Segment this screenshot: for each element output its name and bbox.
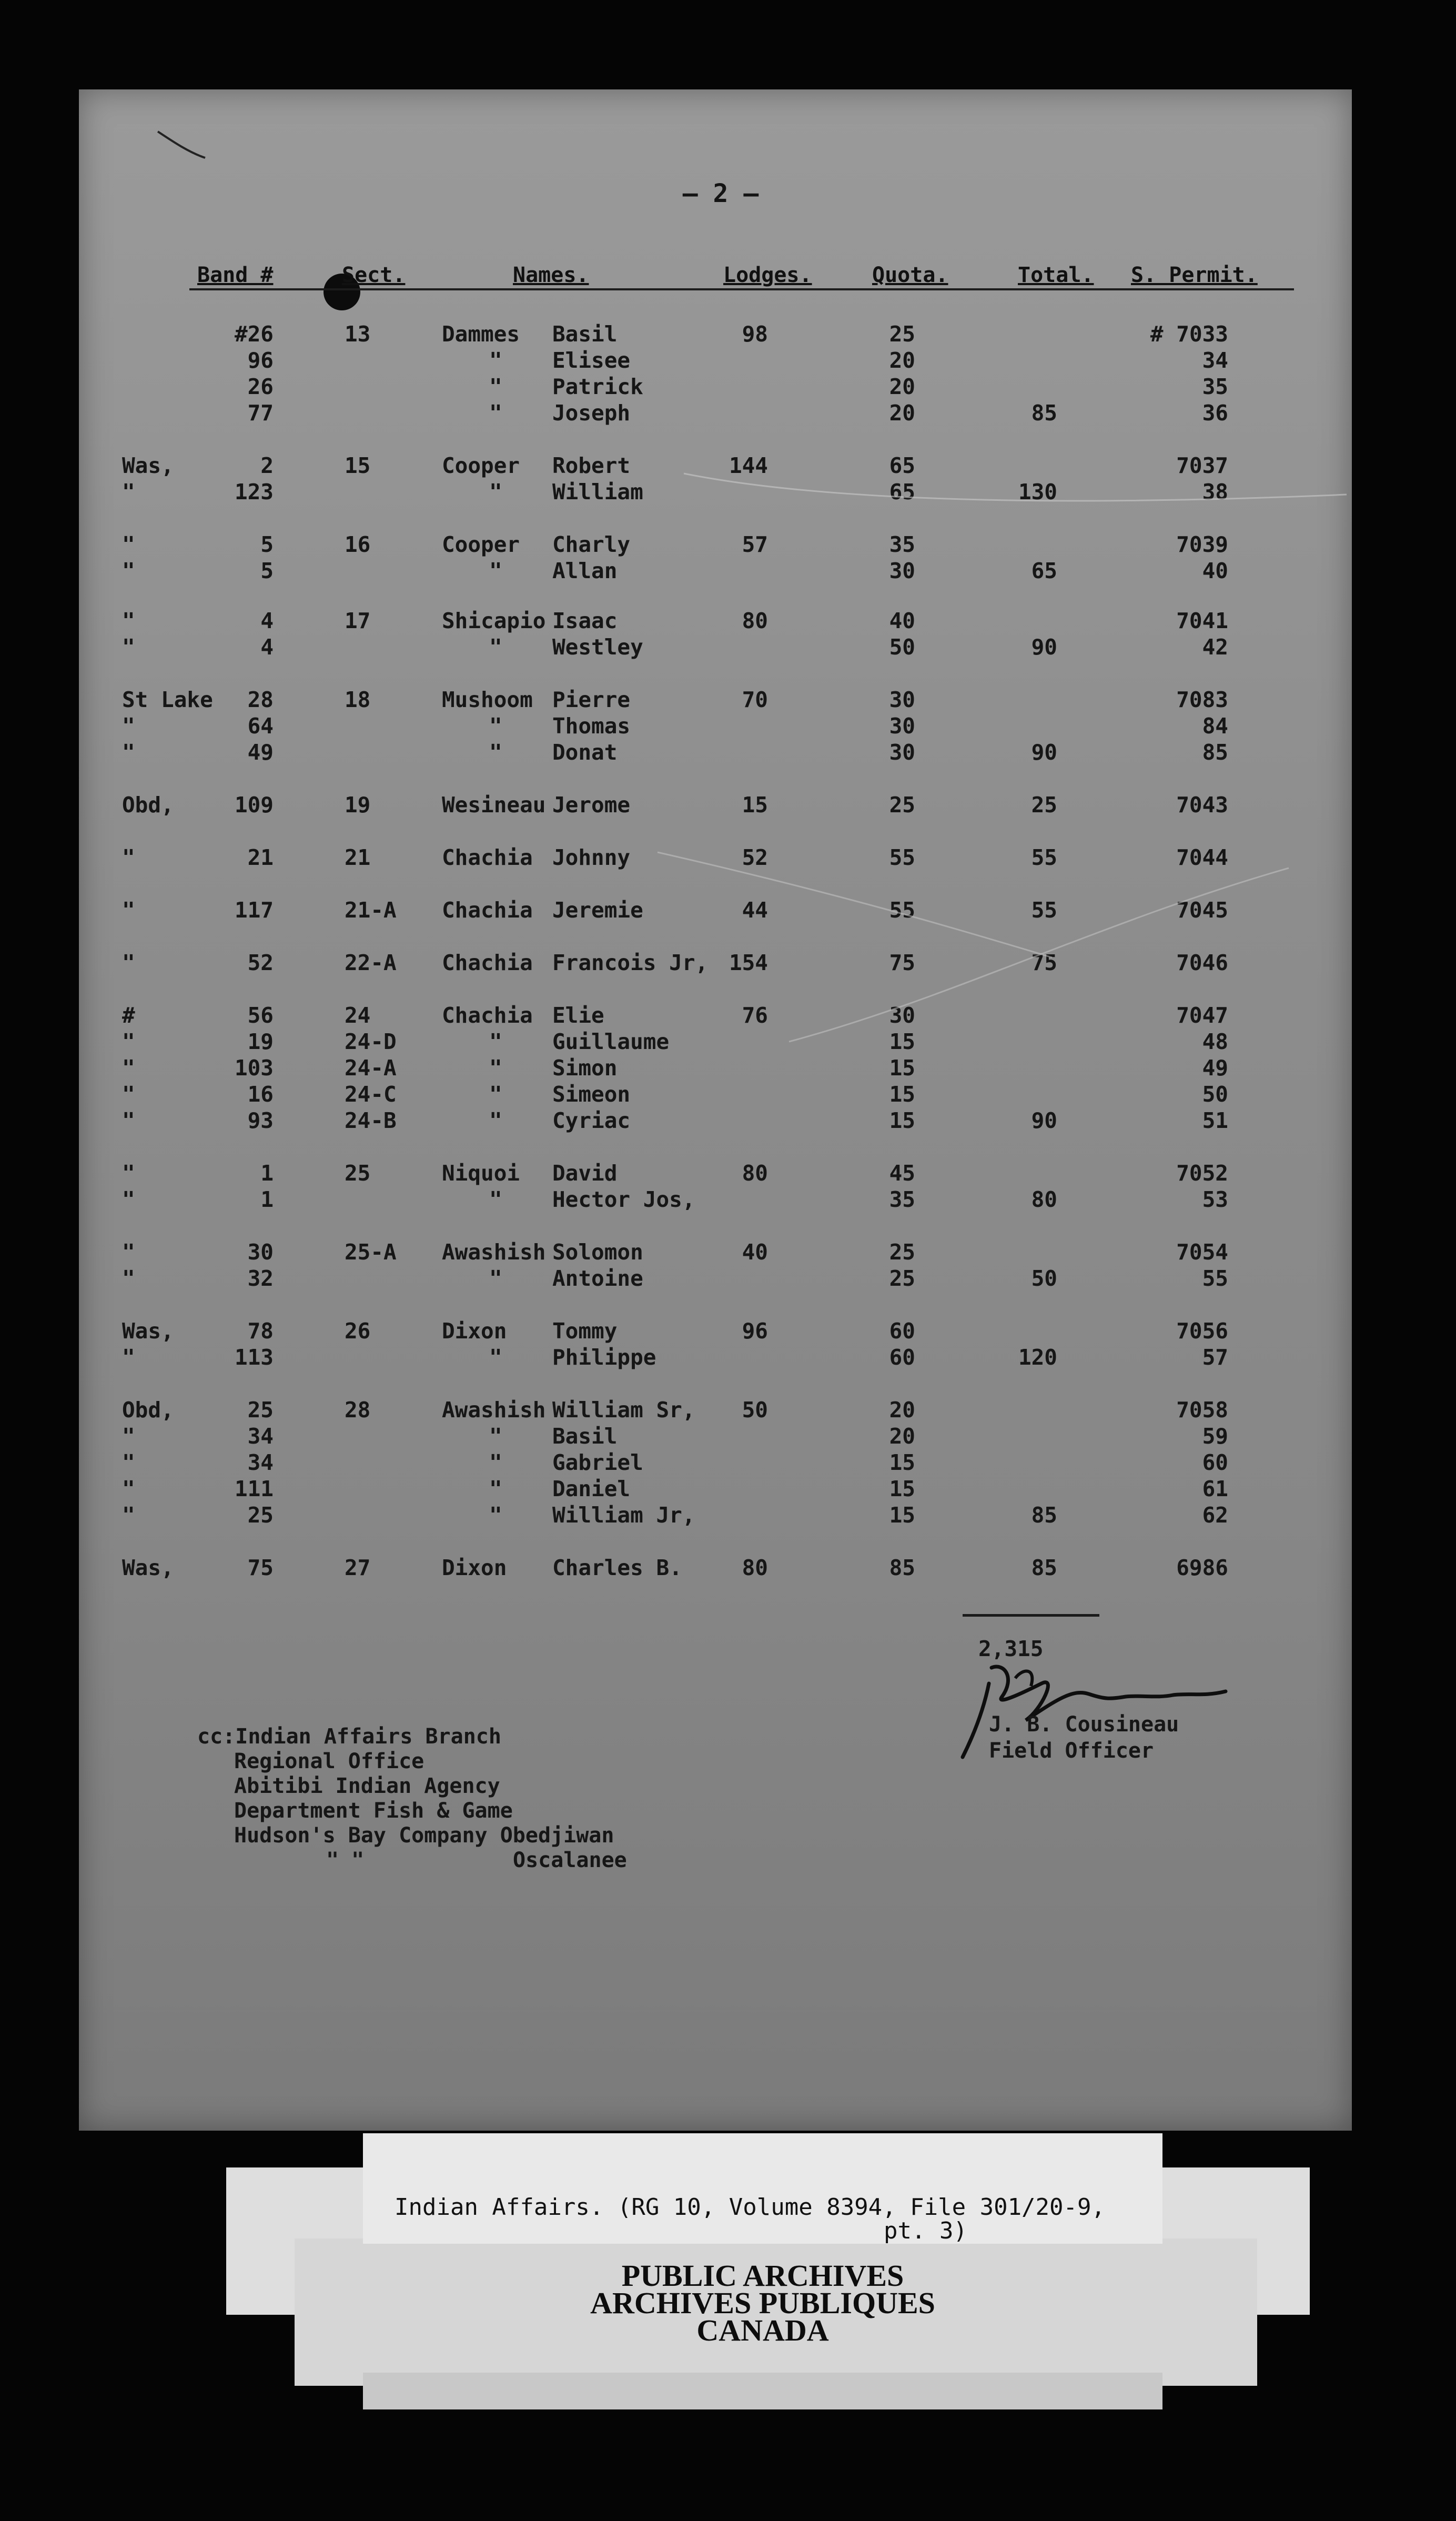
cell-sect: 24-C [345,1082,397,1107]
cell-quota: 60 [889,1318,915,1344]
cell-given: Elisee [552,348,631,373]
cell-given: Jeremie [552,898,643,923]
cell-prefix: " [122,1450,135,1475]
cell-quota: 20 [889,1397,915,1423]
cell-prefix: " [122,1082,135,1107]
cell-quota: 75 [889,950,915,975]
cell-band: 52 [247,950,274,975]
cell-band: 26 [247,374,274,399]
cell-lodges: 154 [729,950,768,975]
cell-permit: 7056 [1176,1318,1228,1344]
cell-surname: " [489,740,502,765]
cell-surname: Niquoi [442,1161,520,1186]
header-sect: Sect. [342,263,406,287]
cell-band: 25 [247,1502,274,1528]
cell-permit: 38 [1202,479,1228,505]
cell-surname: Dixon [442,1318,507,1344]
cell-sect: 21 [345,845,371,870]
cell-given: William Sr, [552,1397,695,1423]
cell-prefix: " [122,1266,135,1291]
cell-permit: 57 [1202,1345,1228,1370]
archive-reference-line1: Indian Affairs. (RG 10, Volume 8394, File 301/20-9, [395,2194,1106,2221]
cell-surname: Chachia [442,1003,533,1028]
cell-quota: 55 [889,845,915,870]
cell-given: Simon [552,1055,618,1081]
cc-line: cc:Indian Affairs Branch [197,1725,501,1749]
cell-band: 56 [247,1003,274,1028]
stamp-line: PUBLIC ARCHIVES [621,2258,904,2293]
cell-surname: " [489,400,502,426]
cell-quota: 15 [889,1108,915,1133]
cell-permit: 84 [1202,713,1228,739]
cell-lodges: 70 [742,687,768,712]
cell-quota: 30 [889,1003,915,1028]
cell-given: Joseph [552,400,631,426]
cell-sect: 27 [345,1555,371,1580]
cell-quota: 30 [889,687,915,712]
cell-surname: Dixon [442,1555,507,1580]
cell-surname: " [489,1476,502,1501]
header-permit: S. Permit. [1131,263,1258,287]
cell-quota: 35 [889,1187,915,1212]
cell-lodges: 50 [742,1397,768,1423]
cell-total: 65 [1031,558,1057,583]
cell-quota: 15 [889,1502,915,1528]
cell-prefix: " [122,1345,135,1370]
cell-total: 85 [1031,1555,1057,1580]
cell-quota: 50 [889,634,915,660]
cell-permit: 42 [1202,634,1228,660]
cell-band: 5 [260,558,274,583]
cell-given: William Jr, [552,1502,695,1528]
cell-total: 130 [1018,479,1057,505]
cell-sect: 15 [345,453,371,478]
cell-quota: 25 [889,321,915,347]
cell-quota: 85 [889,1555,915,1580]
cell-permit: # 7033 [1150,321,1228,347]
cell-quota: 20 [889,1424,915,1449]
archives-stamp [526,2258,999,2347]
cell-band: 16 [247,1082,274,1107]
cell-given: Simeon [552,1082,631,1107]
cell-quota: 40 [889,608,915,633]
cell-sect: 22-A [345,950,397,975]
cell-permit: 50 [1202,1082,1228,1107]
cell-quota: 45 [889,1161,915,1186]
cell-band: 77 [247,400,274,426]
cell-total: 55 [1031,898,1057,923]
cell-quota: 30 [889,713,915,739]
cell-given: Basil [552,1424,618,1449]
cell-lodges: 144 [729,453,768,478]
cell-permit: 51 [1202,1108,1228,1133]
cell-given: Elie [552,1003,604,1028]
cell-surname: Awashish [442,1397,546,1423]
cell-band: 117 [234,898,274,923]
cell-given: Guillaume [552,1029,670,1054]
cell-surname: " [489,558,502,583]
archive-reference-label [363,2133,1162,2244]
signer-title: Field Officer [989,1739,1154,1763]
cell-permit: 7037 [1176,453,1228,478]
cell-surname: Wesineau [442,792,546,818]
cell-band: 78 [247,1318,274,1344]
cell-prefix: St Lake [122,687,213,712]
cell-sect: 24-B [345,1108,397,1133]
cell-prefix: " [122,634,135,660]
cell-given: Basil [552,321,618,347]
archive-base-strip [363,2373,1162,2409]
cell-sect: 24 [345,1003,371,1028]
cell-prefix: # [122,1003,135,1028]
header-names: Names. [513,263,589,287]
cell-given: William [552,479,643,505]
cell-band: 113 [234,1345,274,1370]
cell-quota: 25 [889,792,915,818]
cell-surname: " [489,1108,502,1133]
cell-sect: 17 [345,608,371,633]
cell-quota: 55 [889,898,915,923]
cell-sect: 26 [345,1318,371,1344]
cell-prefix: " [122,713,135,739]
cell-sect: 16 [345,532,371,557]
cell-given: Pierre [552,687,631,712]
cell-given: David [552,1161,618,1186]
cell-lodges: 15 [742,792,768,818]
cell-quota: 20 [889,348,915,373]
cell-permit: 60 [1202,1450,1228,1475]
cell-band: 1 [260,1161,274,1186]
cell-quota: 30 [889,558,915,583]
cell-prefix: " [122,845,135,870]
cell-surname: " [489,374,502,399]
cell-total: 90 [1031,634,1057,660]
cell-band: 4 [260,608,274,633]
cell-prefix: Was, [122,1318,174,1344]
cell-prefix: " [122,1055,135,1081]
cell-quota: 15 [889,1082,915,1107]
cell-permit: 6986 [1176,1555,1228,1580]
cell-prefix: " [122,1476,135,1501]
cell-sect: 21-A [345,898,397,923]
cell-band: 30 [247,1239,274,1265]
cell-given: Jerome [552,792,631,818]
cell-quota: 15 [889,1029,915,1054]
cell-surname: " [489,1055,502,1081]
cell-surname: Cooper [442,532,520,557]
cell-total: 90 [1031,740,1057,765]
cell-permit: 7083 [1176,687,1228,712]
cell-quota: 35 [889,532,915,557]
cell-band: 93 [247,1108,274,1133]
cell-band: 34 [247,1424,274,1449]
header-band: Band # [197,263,274,287]
cell-sect: 13 [345,321,371,347]
cell-quota: 25 [889,1239,915,1265]
cell-permit: 7052 [1176,1161,1228,1186]
cell-total: 55 [1031,845,1057,870]
cell-band: 28 [247,687,274,712]
stamp-line: CANADA [696,2313,829,2347]
cell-total: 80 [1031,1187,1057,1212]
cell-permit: 61 [1202,1476,1228,1501]
cell-permit: 7046 [1176,950,1228,975]
cell-band: 75 [247,1555,274,1580]
cell-surname: " [489,1424,502,1449]
cell-given: Daniel [552,1476,631,1501]
cell-given: Francois Jr, [552,950,709,975]
cell-surname: Chachia [442,845,533,870]
cell-band: 5 [260,532,274,557]
cell-prefix: Was, [122,453,174,478]
cell-sect: 18 [345,687,371,712]
cell-band: #26 [234,321,274,347]
cell-quota: 20 [889,400,915,426]
cell-sect: 24-A [345,1055,397,1081]
cell-surname: Dammes [442,321,520,347]
cell-prefix: " [122,532,135,557]
cell-given: Donat [552,740,618,765]
cell-total: 120 [1018,1345,1057,1370]
cell-quota: 15 [889,1450,915,1475]
cell-band: 21 [247,845,274,870]
cell-given: Tommy [552,1318,618,1344]
cell-given: Thomas [552,713,631,739]
cell-given: Westley [552,634,643,660]
cell-band: 32 [247,1266,274,1291]
cell-total: 85 [1031,1502,1057,1528]
cell-permit: 7039 [1176,532,1228,557]
cell-permit: 7045 [1176,898,1228,923]
cell-given: Patrick [552,374,643,399]
cell-prefix: " [122,1161,135,1186]
cc-line: Oscalanee [513,1848,627,1872]
cell-sect: 28 [345,1397,371,1423]
cell-prefix: " [122,479,135,505]
cell-permit: 7054 [1176,1239,1228,1265]
cell-sect: 25 [345,1161,371,1186]
cell-surname: " [489,1450,502,1475]
cell-band: 96 [247,348,274,373]
cell-lodges: 57 [742,532,768,557]
cell-prefix: " [122,898,135,923]
cell-permit: 7047 [1176,1003,1228,1028]
archive-reference-line2: pt. 3) [884,2217,967,2244]
header-lodges: Lodges. [723,263,812,287]
cell-permit: 34 [1202,348,1228,373]
cell-given: Charly [552,532,631,557]
cell-total: 90 [1031,1108,1057,1133]
cell-permit: 7058 [1176,1397,1228,1423]
cell-lodges: 96 [742,1318,768,1344]
cell-sect: 25-A [345,1239,397,1265]
cell-permit: 35 [1202,374,1228,399]
cell-permit: 36 [1202,400,1228,426]
cell-prefix: " [122,558,135,583]
cell-given: Antoine [552,1266,643,1291]
cell-given: Gabriel [552,1450,643,1475]
cell-permit: 48 [1202,1029,1228,1054]
cell-prefix: " [122,950,135,975]
cell-surname: " [489,1187,502,1212]
cell-quota: 60 [889,1345,915,1370]
cell-band: 25 [247,1397,274,1423]
cell-band: 109 [234,792,274,818]
cell-lodges: 44 [742,898,768,923]
cell-given: Isaac [552,608,618,633]
cell-given: Philippe [552,1345,656,1370]
cc-line: Department Fish & Game [234,1799,513,1823]
cell-total: 75 [1031,950,1057,975]
cell-band: 103 [234,1055,274,1081]
cell-lodges: 76 [742,1003,768,1028]
cell-quota: 20 [889,374,915,399]
cell-band: 19 [247,1029,274,1054]
cc-line: Hudson's Bay Company Obedjiwan [234,1823,614,1848]
cell-prefix: " [122,1502,135,1528]
cell-band: 123 [234,479,274,505]
cell-band: 2 [260,453,274,478]
cell-surname: Awashish [442,1239,546,1265]
cc-line: Abitibi Indian Agency [234,1774,500,1798]
cell-prefix: Obd, [122,792,174,818]
cell-band: 34 [247,1450,274,1475]
cell-prefix: " [122,1239,135,1265]
cell-sect: 19 [345,792,371,818]
cell-surname: Cooper [442,453,520,478]
cell-permit: 59 [1202,1424,1228,1449]
cell-lodges: 40 [742,1239,768,1265]
cell-given: Hector Jos, [552,1187,695,1212]
cell-given: Allan [552,558,618,583]
cell-total: 50 [1031,1266,1057,1291]
header-rule [189,288,1294,290]
cell-surname: " [489,634,502,660]
cell-quota: 25 [889,1266,915,1291]
cell-surname: " [489,1082,502,1107]
signer-name: J. B. Cousineau [989,1712,1179,1737]
cell-sect: 24-D [345,1029,397,1054]
cell-quota: 15 [889,1476,915,1501]
cell-band: 111 [234,1476,274,1501]
cell-prefix: " [122,740,135,765]
cell-surname: " [489,1029,502,1054]
cell-permit: 40 [1202,558,1228,583]
cell-lodges: 80 [742,1161,768,1186]
cell-band: 49 [247,740,274,765]
cell-quota: 65 [889,479,915,505]
cell-band: 4 [260,634,274,660]
cell-lodges: 80 [742,608,768,633]
cell-lodges: 98 [742,321,768,347]
cell-total: 85 [1031,400,1057,426]
cell-prefix: " [122,1029,135,1054]
cell-given: Solomon [552,1239,643,1265]
cell-permit: 7043 [1176,792,1228,818]
cell-permit: 7041 [1176,608,1228,633]
stamp-line: ARCHIVES PUBLIQUES [590,2286,935,2320]
header-total: Total. [1018,263,1094,287]
cell-prefix: " [122,608,135,633]
cell-prefix: " [122,1424,135,1449]
cell-surname: " [489,479,502,505]
cell-permit: 7044 [1176,845,1228,870]
cell-lodges: 52 [742,845,768,870]
cell-quota: 15 [889,1055,915,1081]
cell-permit: 53 [1202,1187,1228,1212]
cell-surname: Chachia [442,898,533,923]
cell-permit: 62 [1202,1502,1228,1528]
total-rule [963,1614,1099,1617]
cell-prefix: Was, [122,1555,174,1580]
cell-surname: Mushoom [442,687,533,712]
cell-quota: 30 [889,740,915,765]
cell-given: Johnny [552,845,631,870]
cell-given: Cyriac [552,1108,631,1133]
cell-surname: " [489,713,502,739]
cell-surname: " [489,348,502,373]
cell-permit: 85 [1202,740,1228,765]
cell-surname: " [489,1345,502,1370]
header-quota: Quota. [872,263,948,287]
cell-prefix: " [122,1108,135,1133]
cell-lodges: 80 [742,1555,768,1580]
cell-prefix: " [122,1187,135,1212]
cell-given: Robert [552,453,631,478]
cell-given: Charles B. [552,1555,682,1580]
cell-total: 25 [1031,792,1057,818]
cell-band: 1 [260,1187,274,1212]
cell-permit: 55 [1202,1266,1228,1291]
cell-prefix: Obd, [122,1397,174,1423]
page-number: — 2 — [682,179,759,208]
cc-ditto-marks: " " [326,1848,365,1872]
cell-surname: Shicapio [442,608,546,633]
cell-band: 64 [247,713,274,739]
grand-total: 2,315 [978,1636,1044,1661]
cell-surname: " [489,1266,502,1291]
cell-permit: 49 [1202,1055,1228,1081]
cc-line: Regional Office [234,1749,424,1773]
cell-quota: 65 [889,453,915,478]
cell-surname: Chachia [442,950,533,975]
cell-surname: " [489,1502,502,1528]
